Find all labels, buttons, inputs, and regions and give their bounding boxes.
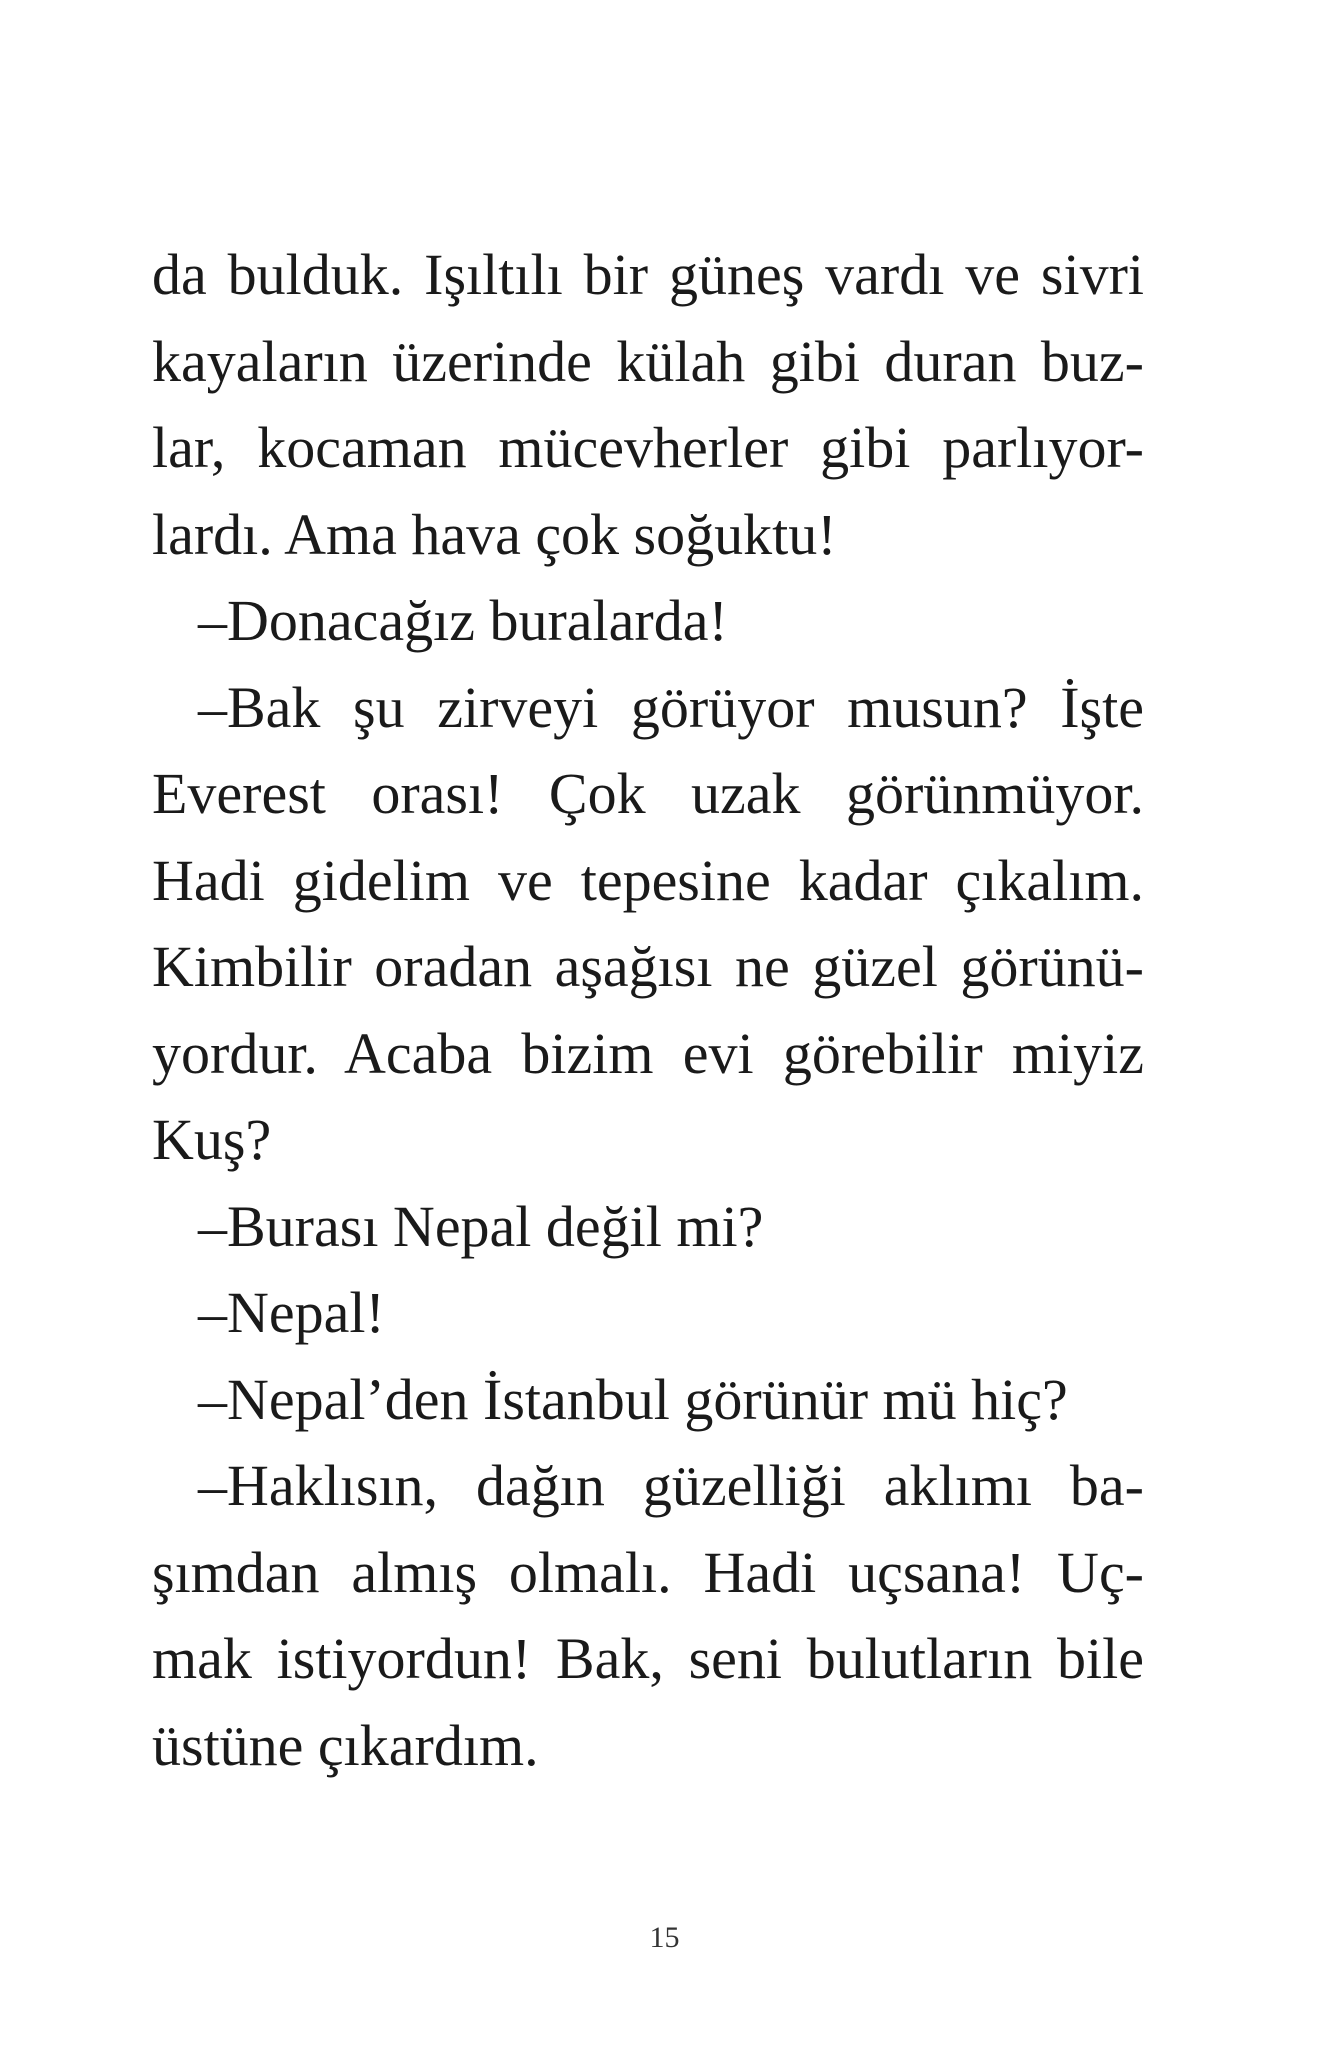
text-line: üstüne çıkardım. [152, 1712, 539, 1778]
text-line: mak istiyordun! Bak, seni bulutların bile [152, 1626, 1144, 1691]
text-line: Hadi gidelim ve tepesine kadar çıkalım. [152, 847, 1144, 913]
dialogue-line: –Burası Nepal değil mi? [198, 1193, 764, 1259]
text-line: da bulduk. Işıltılı bir güneş vardı ve sivri [152, 242, 1144, 307]
dialogue-line: –Bak şu zirveyi görüyor musun? İşte [198, 674, 1144, 740]
text-line: Kuş? [152, 1107, 272, 1172]
page-number: 15 [649, 1921, 680, 1954]
dialogue-line: –Haklısın, dağın güzelliği aklımı ba- [198, 1453, 1144, 1518]
text-line: yordur. Acaba bizim evi görebilir miyiz [152, 1020, 1144, 1086]
dialogue-line: –Nepal’den İstanbul görünür mü hiç? [198, 1366, 1068, 1432]
text-line: lar, kocaman mücevherler gibi parlıyor- [152, 415, 1144, 480]
dialogue-line: –Nepal! [198, 1280, 385, 1345]
text-line: Kimbilir oradan aşağısı ne güzel görünü- [152, 934, 1144, 999]
page-body-text [152, 232, 1144, 1789]
text-line: şımdan almış olmalı. Hadi uçsana! Uç- [152, 1539, 1144, 1605]
dialogue-line: –Donacağız buralarda! [198, 588, 728, 653]
text-line: kayaların üzerinde külah gibi duran buz- [152, 328, 1144, 394]
text-line: lardı. Ama hava çok soğuktu! [152, 501, 837, 567]
text-line: Everest orası! Çok uzak görünmüyor. [152, 761, 1144, 826]
